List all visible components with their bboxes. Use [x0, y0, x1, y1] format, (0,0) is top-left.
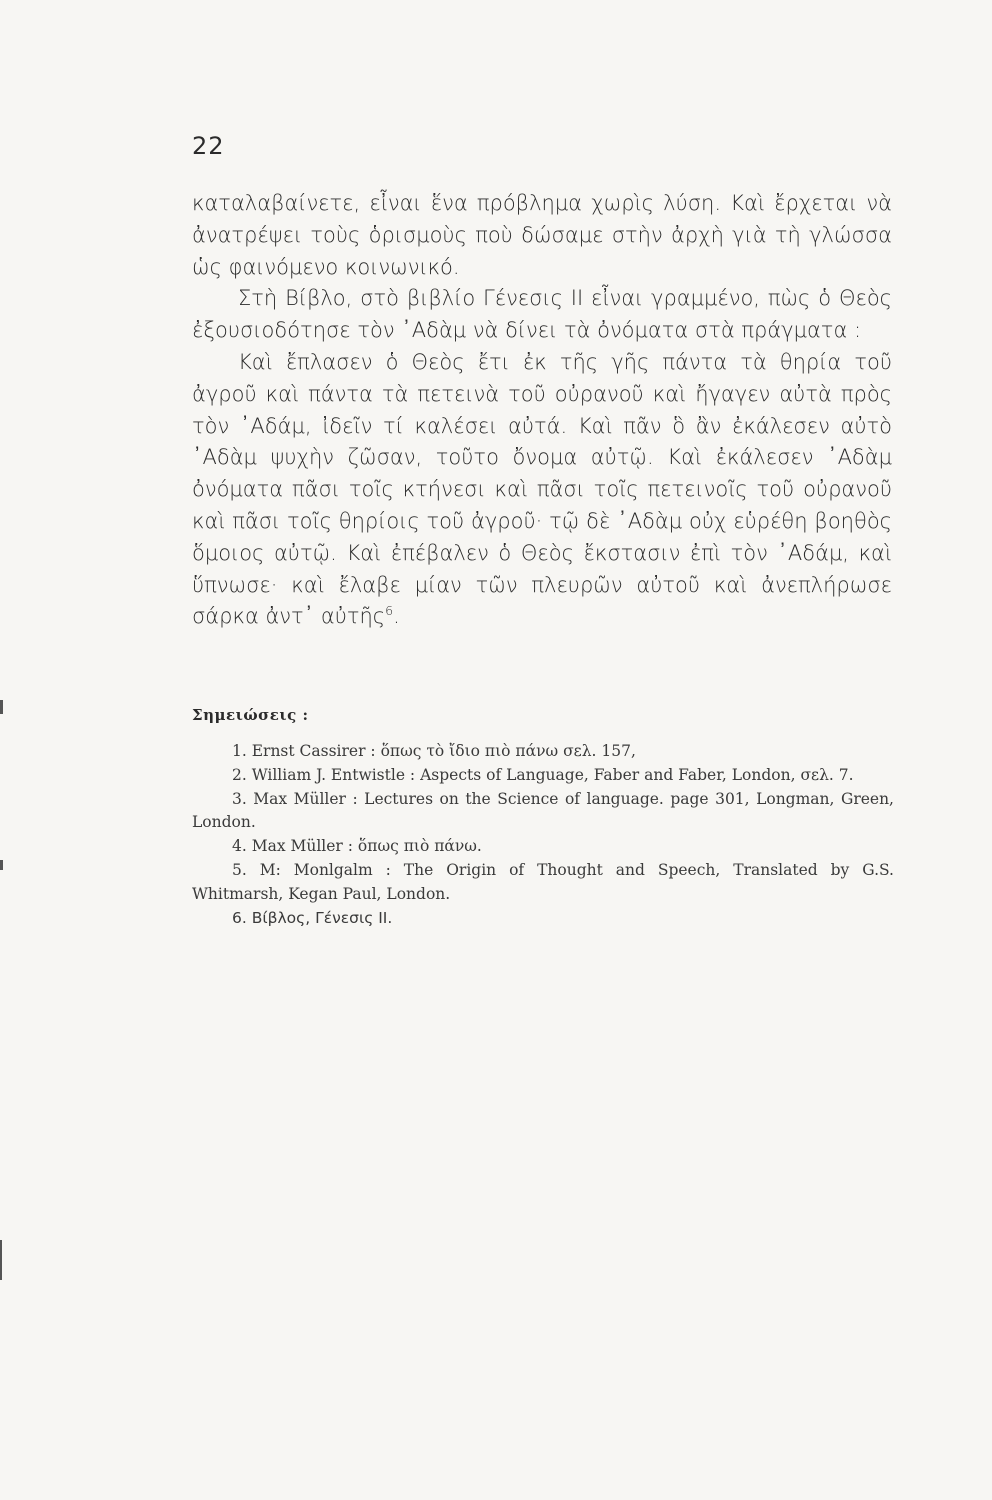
page-number: 22: [192, 132, 225, 160]
note-1: 1. Ernst Cassirer : ὅπως τὸ ἴδιο πιὸ πάνω σελ. 157,: [232, 742, 636, 760]
paragraph-3-quote: [192, 347, 892, 633]
footnote-ref: 6: [385, 603, 394, 619]
paragraph-2: Στὴ Βίβλο, στὸ βιβλίο Γένεσις ΙΙ εἶναι γραμμένο, πὼς ὁ Θεὸς ἐξουσιοδότησε τὸν ᾿Αδὰμ νὰ δίνει τὰ ὀνόματα στὰ πράγματα :: [192, 286, 892, 343]
margin-mark: [0, 700, 3, 714]
note-3: 3. Max Müller : Lectures on the Science of language. page 301, Longman, Green, London.: [192, 789, 894, 832]
note-6: 6. Βίβλος, Γένεσις ΙΙ.: [232, 908, 393, 927]
final-punct: .: [393, 604, 400, 629]
quote-text: Καὶ ἔπλασεν ὁ Θεὸς ἔτι ἐκ τῆς γῆς πάντα τὰ θηρία τοῦ ἀγροῦ καὶ πάντα τὰ πετεινὰ τοῦ οὐρανοῦ καὶ ἤγαγεν αὐτὰ πρὸς τὸν ᾿Αδάμ, ἰδεῖν τί καλέσει αὐτά. Καὶ πᾶν ὃ ἂν ἐκάλεσεν αὐτὸ ᾿Αδὰμ ψυχὴν ζῶσαν, τοῦτο ὄνομα αὐτῷ. Καὶ ἐκάλεσεν ᾿Αδὰμ ὀνόματα πᾶσι τοῖς κτήνεσι καὶ πᾶσι τοῖς πετεινοῖς τοῦ οὐρανοῦ καὶ πᾶσι τοῖς θηρίοις τοῦ ἀγροῦ· τῷ δὲ ᾿Αδὰμ οὐχ εὑρέθη βοηθὸς ὅμοιος αὐτῷ. Καὶ ἐπέβαλεν ὁ Θεὸς ἔκστασιν ἐπὶ τὸν ᾿Αδάμ, καὶ ὕπνωσε· καὶ ἔλαβε μίαν τῶν πλευρῶν αὐτοῦ καὶ ἀνεπλήρωσε σάρκα ἀντ᾿ αὐτῆς: [192, 349, 892, 629]
margin-mark: [0, 1240, 2, 1280]
note-2: 2. William J. Entwistle : Aspects of Language, Faber and Faber, London, σελ. 7.: [232, 765, 854, 784]
paragraph-1: καταλαβαίνετε, εἶναι ἕνα πρόβλημα χωρὶς λύση. Καὶ ἔρχεται νὰ ἀνατρέψει τοὺς ὁρισμοὺς ποὺ δώσαμε στὴν ἀρχὴ γιὰ τὴ γλώσσα ὡς φαινόμενο κοινωνικό.: [192, 191, 892, 279]
notes-list: [192, 740, 894, 930]
note-4: 4. Max Müller : ὅπως πιὸ πάνω.: [232, 837, 482, 856]
body-text: [192, 188, 892, 633]
notes-title: Σημειώσεις :: [192, 706, 309, 724]
note-5: 5. M: Monlgalm : The Origin of Thought and Speech, Translated by G.S. Whitmarsh, Kegan Paul, London.: [192, 860, 894, 903]
margin-mark: [0, 860, 3, 870]
